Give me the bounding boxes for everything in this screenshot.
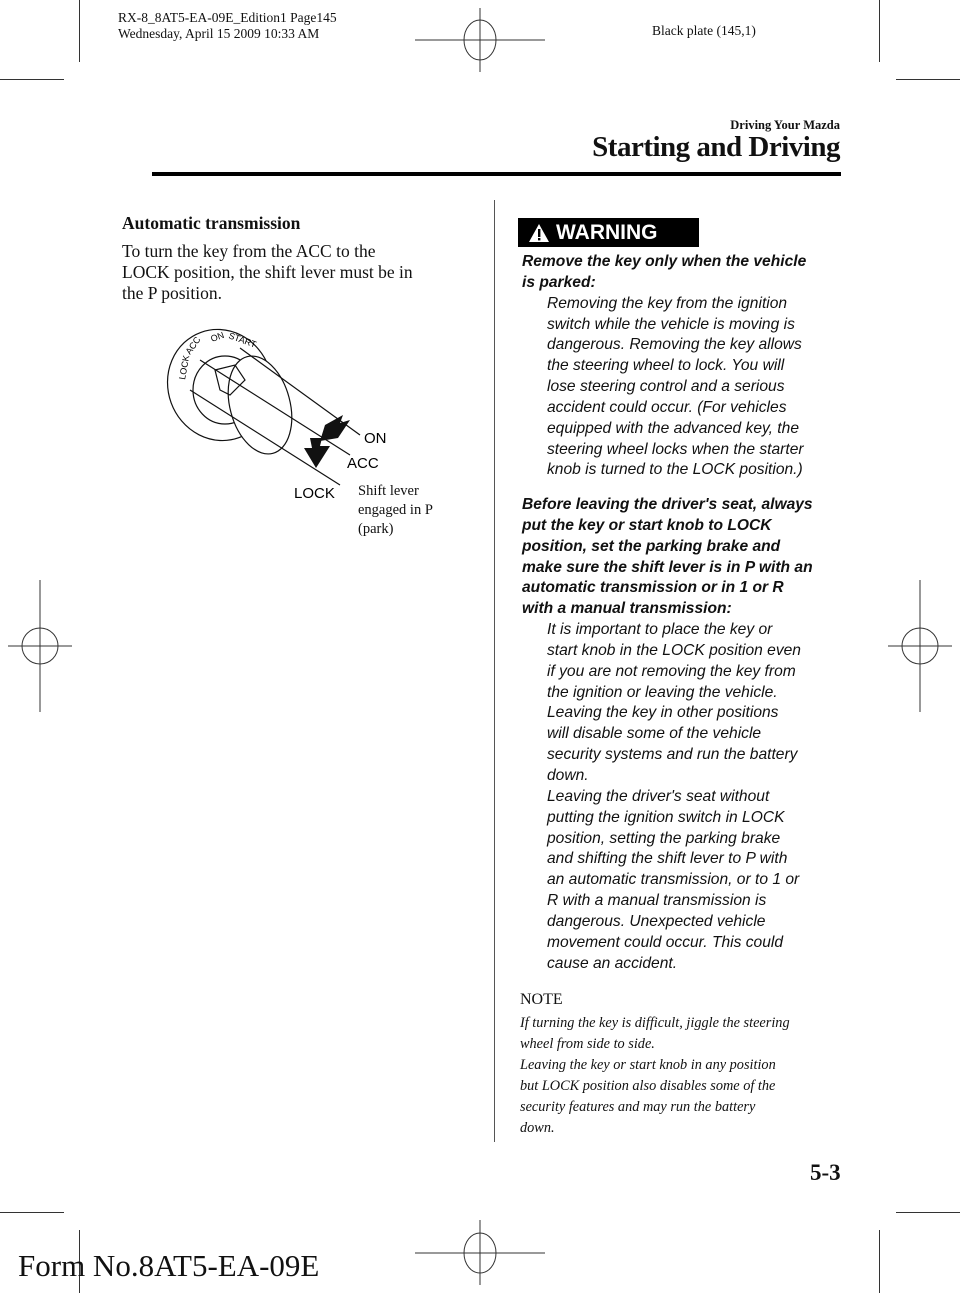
chapter-title: Driving Your Mazda [730,118,840,132]
warning-heading-line: Before leaving the driver's seat, always [522,496,813,513]
warning-body-line: It is important to place the key or [547,621,773,639]
warning-body-line: position, setting the parking brake [547,829,781,847]
warning-body-line: Leaving the driver's seat without [547,787,770,805]
section-title: Starting and Driving [592,131,840,163]
lock-ring-label: LOCK [177,354,192,381]
text-line: LOCK position, the shift lever must be in [122,262,413,282]
warning-badge [518,218,699,247]
warning-body-line: the steering wheel to lock. You will [547,357,785,375]
warning-body-line: putting the ignition switch in LOCK [547,808,785,826]
note-heading: NOTE [520,991,563,1008]
note-line: down. [520,1119,555,1136]
warning-block [522,495,813,974]
warning-body-line: start knob in the LOCK position even [547,641,801,659]
warning-body-line: lose steering control and a serious [547,378,785,396]
warning-body-line: knob is turned to the LOCK position.) [547,461,803,479]
acc-ring-label: ACC [183,334,203,357]
text-line: the P position. [122,283,222,303]
arrow-icon [320,415,350,441]
note-line: Leaving the key or start knob in any position [520,1056,776,1073]
warning-body-line: will disable some of the vehicle [547,725,762,743]
warning-label: WARNING [556,220,658,244]
caption-line: Shift lever [358,483,419,499]
warning-body-line: security systems and run the battery [547,746,798,764]
form-number: Form No.8AT5-EA-09E [18,1248,320,1283]
warning-block [522,252,806,481]
warning-body-line: switch while the vehicle is moving is [547,315,795,333]
figure-caption [358,482,433,539]
warning-body-line: cause an accident. [547,954,678,972]
note-text [520,1013,790,1138]
caption-line: engaged in P [358,502,433,518]
warning-body-line: R with a manual transmission is [547,892,767,910]
text-line: To turn the key from the ACC to the [122,241,376,261]
warning-body-line: dangerous. Removing the key allows [547,336,802,354]
warning-heading-line: automatic transmission or in 1 or R [522,579,784,597]
warning-body-line: down. [547,766,589,784]
warning-heading-line: make sure the shift lever is in P with an [522,558,813,576]
warning-body-line: if you are not removing the key from [547,662,796,680]
print-file-name: RX-8_8AT5-EA-09E_Edition1 Page145 [118,10,337,25]
caption-line: (park) [358,521,394,537]
warning-body-line: equipped with the advanced key, the [547,419,799,437]
note-line: If turning the key is difficult, jiggle the steering [520,1015,790,1031]
on-label: ON [364,430,387,447]
print-timestamp: Wednesday, April 15 2009 10:33 AM [118,26,320,41]
warning-body-line: accident could occur. (For vehicles [547,398,787,416]
print-header [118,10,337,42]
warning-heading-line: Remove the key only when the vehicle [522,253,807,270]
note-line: but LOCK position also disables some of the [520,1077,776,1094]
page-number: 5-3 [810,1160,841,1185]
warning-body-line: Leaving the key in other positions [547,704,779,722]
warning-heading-line: put the key or start knob to LOCK [522,516,772,534]
header-rule [152,172,841,176]
warning-body-line: movement could occur. This could [547,933,784,951]
warning-body-line: and shifting the shift lever to P with [547,850,788,868]
warning-heading-line: is parked: [522,273,596,291]
plate-label: Black plate (145,1) [652,23,756,38]
lock-label: LOCK [294,485,335,502]
column-divider [494,200,495,1142]
warning-body-line: an automatic transmission, or to 1 or [547,871,800,889]
acc-label: ACC [347,455,379,472]
warning-body-line: Removing the key from the ignition [547,294,788,312]
on-ring-label: ON [209,329,226,344]
arrow-icon [304,438,330,468]
intro-paragraph [122,241,482,304]
warning-triangle-icon [528,223,550,243]
subsection-heading: Automatic transmission [122,213,301,233]
warning-body-line: dangerous. Unexpected vehicle [547,912,766,930]
warning-body-line: the ignition or leaving the vehicle. [547,683,778,701]
warning-heading-line: position, set the parking brake and [522,537,781,555]
warning-body-line: steering wheel locks when the starter [547,440,804,458]
note-line: wheel from side to side. [520,1035,655,1052]
start-ring-label: START [227,330,258,350]
note-line: security features and may run the battery [520,1098,756,1115]
warning-heading-line: with a manual transmission: [522,600,732,618]
